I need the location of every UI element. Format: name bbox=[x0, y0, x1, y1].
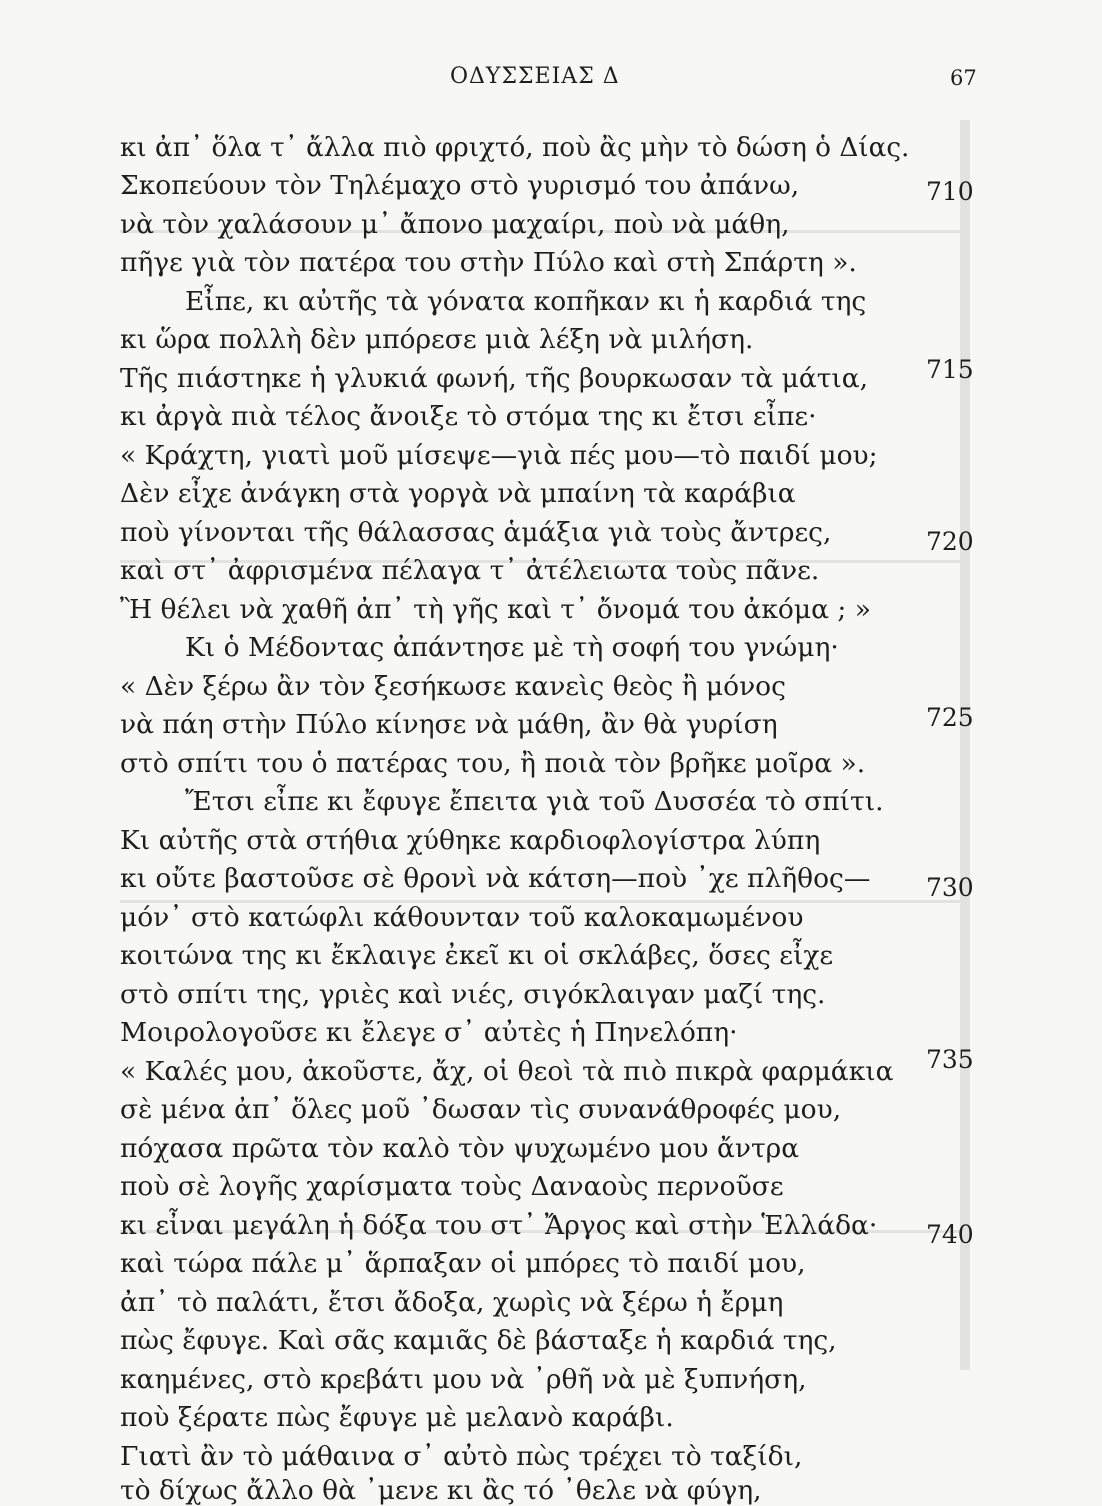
poem-line: ἀπ᾽ τὸ παλάτι, ἔτσι ἄδοξα, χωρὶς νὰ ξέρω ἡ ἔρμη bbox=[120, 1287, 784, 1318]
poem-line: νὰ τὸν χαλάσουν μ᾽ ἄπονο μαχαίρι, ποὺ νὰ μάθη, bbox=[120, 209, 790, 240]
poem-line: πῆγε γιὰ τὸν πατέρα του στὴν Πύλο καὶ στὴ Σπάρτη ». bbox=[120, 247, 857, 278]
poem-line: κοιτώνα της κι ἔκλαιγε ἐκεῖ κι οἱ σκλάβες, ὅσες εἶχε bbox=[120, 940, 834, 971]
poem-line: κι ἀπ᾽ ὅλα τ᾽ ἄλλα πιὸ φριχτό, ποὺ ἂς μὴν τὸ δώση ὁ Δίας. bbox=[120, 132, 910, 163]
poem-line: πόχασα πρῶτα τὸν καλὸ τὸν ψυχωμένο μου ἄντρα bbox=[120, 1133, 800, 1164]
poem-line: μόν᾽ στὸ κατώφλι κάθουνταν τοῦ καλοκαμωμένου bbox=[120, 902, 804, 933]
poem-line: κι οὔτε βαστοῦσε σὲ θρονὶ νὰ κάτση—ποὺ ᾽χε πλῆθος— bbox=[120, 863, 871, 894]
poem-line: νὰ πάη στὴν Πύλο κίνησε νὰ μάθη, ἂν θὰ γυρίση bbox=[120, 709, 778, 740]
poem-line: ποὺ γίνονται τῆς θάλασσας ἁμάξια γιὰ τοὺς ἄντρες, bbox=[120, 517, 832, 548]
poem-line: Εἶπε, κι αὐτῆς τὰ γόνατα κοπῆκαν κι ἡ καρδιά της bbox=[185, 286, 867, 317]
poem-line: Δὲν εἶχε ἀνάγκη στὰ γοργὰ νὰ μπαίνη τὰ καράβια bbox=[120, 478, 796, 509]
poem-line: « Δὲν ξέρω ἂν τὸν ξεσήκωσε κανεὶς θεὸς ἢ μόνος bbox=[120, 671, 786, 702]
poem-line: Κι ὁ Μέδοντας ἀπάντησε μὲ τὴ σοφή του γνώμη· bbox=[185, 632, 839, 663]
poem-line: τὸ δίχως ἄλλο θὰ ᾽μενε κι ἂς τό ᾽θελε νὰ φύγη, bbox=[120, 1475, 762, 1506]
poem-line: Μοιρολογοῦσε κι ἔλεγε σ᾽ αὐτὲς ἡ Πηνελόπη· bbox=[120, 1017, 738, 1048]
poem-line: « Καλές μου, ἀκοῦστε, ἄχ, οἱ θεοὶ τὰ πιὸ πικρὰ φαρμάκια bbox=[120, 1056, 894, 1087]
line-number: 710 bbox=[926, 177, 974, 206]
running-title: ΟΔΥΣΣΕΙΑΣ Δ bbox=[450, 64, 620, 89]
poem-line: Τῆς πιάστηκε ἡ γλυκιά φωνή, τῆς βουρκωσαν τὰ μάτια, bbox=[120, 363, 869, 394]
line-number: 730 bbox=[926, 873, 974, 902]
line-number: 740 bbox=[926, 1220, 974, 1249]
poem-line: στὸ σπίτι της, γριὲς καὶ νιές, σιγόκλαιγαν μαζί της. bbox=[120, 979, 826, 1010]
poem-line: Σκοπεύουν τὸν Τηλέμαχο στὸ γυρισμό του ἀπάνω, bbox=[120, 170, 800, 201]
page-number: 67 bbox=[950, 66, 977, 90]
line-number: 725 bbox=[926, 703, 974, 732]
line-number: 715 bbox=[926, 355, 974, 384]
poem-line: « Κράχτη, γιατὶ μοῦ μίσεψε—γιὰ πές μου—τὸ παιδί μου; bbox=[120, 440, 878, 471]
poem-line: καὶ τώρα πάλε μ᾽ ἅρπαξαν οἱ μπόρες τὸ παιδί μου, bbox=[120, 1248, 806, 1279]
poem-line: καημένες, στὸ κρεβάτι μου νὰ ᾽ρθῆ νὰ μὲ ξυπνήση, bbox=[120, 1364, 807, 1395]
poem-line: κι εἶναι μεγάλη ἡ δόξα του στ᾽ Ἄργος καὶ στὴν Ἑλλάδα· bbox=[120, 1210, 878, 1241]
poem-line: πὼς ἔφυγε. Καὶ σᾶς καμιᾶς δὲ βάσταξε ἡ καρδιά της, bbox=[120, 1325, 837, 1356]
line-number: 735 bbox=[926, 1045, 974, 1074]
poem-line: Ἢ θέλει νὰ χαθῆ ἀπ᾽ τὴ γῆς καὶ τ᾽ ὄνομά του ἀκόμα ; » bbox=[120, 594, 871, 625]
poem-line: κι ἀργὰ πιὰ τέλος ἄνοιξε τὸ στόμα της κι ἔτσι εἶπε· bbox=[120, 401, 817, 432]
line-number: 720 bbox=[926, 527, 974, 556]
poem-line: Κι αὐτῆς στὰ στήθια χύθηκε καρδιοφλογίστρα λύπη bbox=[120, 825, 821, 856]
poem-line: ποὺ ξέρατε πὼς ἔφυγε μὲ μελανὸ καράβι. bbox=[120, 1402, 674, 1433]
poem-line: κι ὥρα πολλὴ δὲν μπόρεσε μιὰ λέξη νὰ μιλήση. bbox=[120, 324, 754, 355]
poem-line: στὸ σπίτι του ὁ πατέρας του, ἢ ποιὰ τὸν βρῆκε μοῖρα ». bbox=[120, 748, 866, 779]
poem-line: σὲ μένα ἀπ᾽ ὅλες μοῦ ᾽δωσαν τὶς συνανάθροφές μου, bbox=[120, 1094, 842, 1125]
poem-line: ποὺ σὲ λογῆς χαρίσματα τοὺς Δαναοὺς περνοῦσε bbox=[120, 1171, 784, 1202]
poem-line: καὶ στ᾽ ἀφρισμένα πέλαγα τ᾽ ἀτέλειωτα τοὺς πᾶνε. bbox=[120, 555, 820, 586]
poem-line: Ἔτσι εἶπε κι ἔφυγε ἔπειτα γιὰ τοῦ Δυσσέα τὸ σπίτι. bbox=[185, 786, 884, 817]
poem-line: Γιατὶ ἂν τὸ μάθαινα σ᾽ αὐτὸ πὼς τρέχει τὸ ταξίδι, bbox=[120, 1441, 803, 1472]
